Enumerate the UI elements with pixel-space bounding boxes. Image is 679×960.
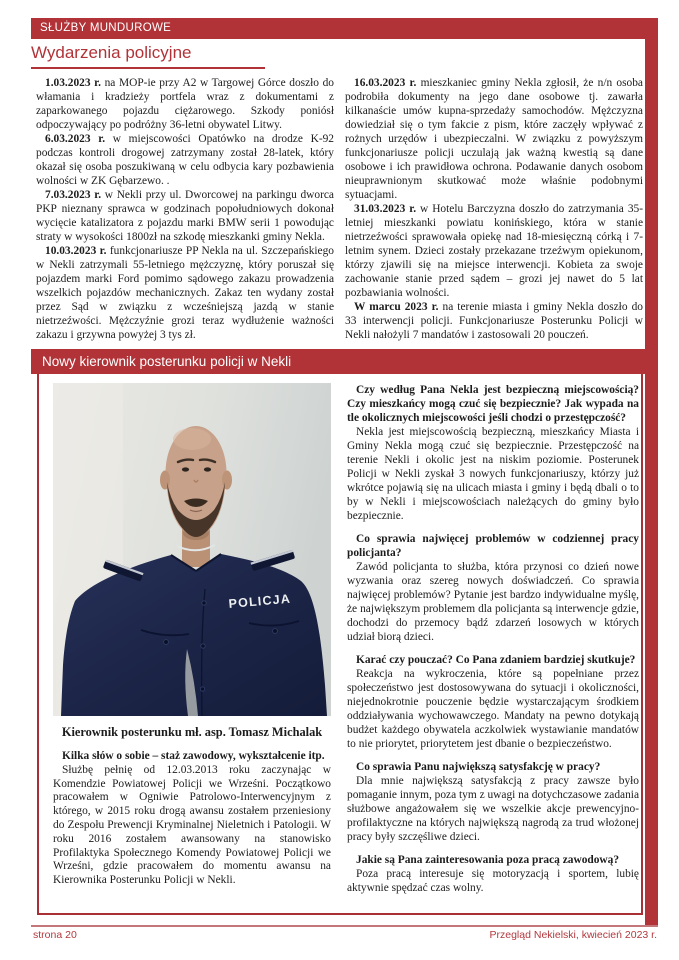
pocket-button-left [164,640,169,645]
qa-block [347,760,639,844]
ear-right [222,471,232,490]
news-date: 16.03.2023 r. [354,77,417,89]
officer-photo [53,383,331,716]
news-item [36,132,334,188]
footer-issue: Przegląd Nekielski, kwiecień 2023 r. [489,929,657,941]
news-date: 10.03.2023 r. [45,245,107,257]
news-item [36,244,334,342]
footer-page-number: strona 20 [33,929,77,941]
news-text: funkcjonariusze PP Nekla na ul. Szczepańskiego w Nekli zatrzymali 55-letniego mężczyznę, który poruszał się pojazdem marki Ford pomimo sądowego zakazu prowadzenia wszelkich pojazdów mechanicznych. Zakaz ten wydany został przez Sąd w związku z wcześniejszą jazdą w stanie nietrzeźwości. Mężczyźnie grozi teraz wydłużenie ważności zakazu i grzywna powyżej 3 tys zł. [36,245,334,341]
news-text: w Nekli przy ul. Dworcowej na parkingu dworca PKP nieznany sprawca w godzinach popołudniowych dokonał wycięcie katalizatora z pojazdu marki BMW serii 1 powodując straty w wysokości 1800zł na szkodę mieszkanki gminy Nekla. [36,189,334,243]
news-date: 31.03.2023 r. [354,203,417,215]
head-highlight [173,428,211,450]
feature-box [37,374,643,915]
news-date: 1.03.2023 r. [45,77,102,89]
qa-answer: Nekla jest miejscowością bezpieczną, mieszkańcy Miasta i Gminy Nekla mogą czuć się bezpiecznie. Przestępczość na terenie Nekli i okolic jest na niskim poziomie. Posterunek Policji w Nekli zyskał 3 nowych funkcjonariuszy, którzy już wkrótce pojawią się na ulicach miasta i gminy i będą dbali o to by w Nekli i miejscowościach należących do gminy było bezpiecznie. [347,426,639,522]
qa-question: Co sprawia Panu największą satysfakcję w pracy? [356,761,601,773]
news-text: na terenie miasta i gminy Nekla doszło do 33 interwencji policji. Funkcjonariusze Posterunku Policji w Nekli nałożyli 7 mandatów i zastosowali 20 pouczeń. [345,301,643,341]
bio-question: Kilka słów o sobie – staż zawodowy, wykształcenie itp. [62,750,325,762]
news-item [345,202,643,300]
qa-question: Karać czy pouczać? Co Pana zdaniem bardziej skutkuje? [356,654,636,666]
qa-block [347,853,639,895]
section-heading: Wydarzenia policyjne [31,43,192,62]
shirt-button [202,601,206,605]
news-column-right [345,76,643,342]
feature-title-bar [31,349,658,374]
news-item [345,76,643,202]
qa-answer: Zawód policjanta to służba, która przynosi co dzień nowe wyzwania oraz szereg nowych doświadczeń. Co sprawia najwięcej problemów? Pytanie jest bardzo indywidualne myślę, że największym problemem dla policjanta są interwencje gdzie, dochodzi do przemocy bądź zdarzeń losowych w których udział biorą dzieci. [347,561,639,643]
feature-left-column [53,383,331,913]
news-item [36,76,334,132]
pocket-button-right [273,629,278,634]
masthead-bar [31,18,658,39]
news-item [36,188,334,244]
news-text: w miejscowości Opatówko na drodze K-92 podczas kontroli drogowej zatrzymany został 28-latek, który okazał się osoba poszukiwaną w celu odbycia kary pozbawienia wolności w ZK Gębarzewo. . [36,133,334,187]
qa-question: Co sprawia najwięcej problemów w codziennej pracy policjanta? [347,533,639,559]
qa-block [347,653,639,751]
masthead-kicker: SŁUŻBY MUNDUROWE [40,22,172,34]
right-accent-bar [645,18,658,925]
qa-answer: Dla mnie największą satysfakcją z pracy zawsze było pomaganie innym, poza tym z uwagi na dotychczasowe zadania służbowe angażowałem się we wszelkie akcje prewencyjno-profilaktyczne na których największą nagrodą za trud włożonej pracy były szczęśliwe dzieci. [347,775,639,843]
qa-answer: Poza pracą interesuje się motoryzacją i sportem, lubię aktywnie spędzać czas wolny. [347,868,639,894]
eye-right [204,467,211,471]
footer-rule [31,925,658,927]
news-date: 7.03.2023 r. [45,189,102,201]
news-date: 6.03.2023 r. [45,133,106,145]
news-text: mieszkaniec gminy Nekla zgłosił, że n/n osoba podrobiła dokumenty na jego dane osobowe tj. zawarła kilkanaście umów kupna-sprzedaży samochodów. Mężczyzna dowiedział się o tym fakcie z pism, które zaczęły wpływać z rożnych urzędów i ubezpieczalni. W związku z powyższym funkcjonariusze policji uczulają jak ważną kwestią są dane osobowe i ich prawidłowa ochrona. Podawanie danych osobom nieuprawnionym skutkować może właśnie podobnymi sytuacjami. [345,77,643,201]
eye-left [182,467,189,471]
news-date: W marcu 2023 r. [354,301,439,313]
shirt-button [200,687,204,691]
feature-title: Nowy kierownik posterunku policji w Nekli [42,354,292,369]
news-item [345,300,643,342]
news-text: na MOP-ie przy A2 w Targowej Górce doszło do włamania i kradzieży portfela wraz z dokumentami z zaparkowanego pojazdu ciężarowego. Szkody poniósł odpoczywający po podróżny 36-letni obywatel Litwy. [36,77,334,131]
qa-question: Czy według Pana Nekla jest bezpieczną miejscowością? Czy mieszkańcy mogą czuć się bezpiecznie? Jak wypada na tle okolicznych miejscowości jeśli chodzi o przestępczość? [347,384,639,424]
qa-block [347,532,639,644]
bio-block [53,750,331,888]
news-column-left [36,76,334,342]
news-section [36,76,643,342]
bio-answer: Służbę pełnię od 12.03.2013 roku zaczynając w Komendzie Powiatowej Policji we Wrześni. Początkowo pracowałem w Ogniwie Patrolowo-Interwencyjnym z którego, w 2015 roku drogą awansu zostałem przeniesiony do Zespołu Prewencji Kryminalnej Nieletnich i Patologii. W roku 2016 zostałem awansowany na stanowisko Profilaktyka Społecznego Komendy Powiatowej Policji we Wrześni, gdzie pracowałem do momentu awansu na Kierownika Posterunku Policji w Nekli. [53,763,331,887]
qa-block [347,383,639,523]
news-text: w Hotelu Barczyzna doszło do zatrzymania 35-letniej mieszkanki powiatu konińskiego, która w stanie nietrzeźwości sprawowała opiekę nad 18-miesięczną córką i 7-letnim synem. Dzieci zostały przekazane trzeźwym opiekunom, którzy zjawili się na miejsce interwencji. Kobieta za swoje zachowanie stanie przed sądem – grozi jej nawet do 5 lat pozbawiania wolności. [345,203,644,299]
qa-question: Jakie są Pana zainteresowania poza pracą zawodową? [356,854,620,866]
policja-badge-text: POLICJA [228,591,292,611]
heading-rule [31,67,265,69]
ear-left [160,471,170,490]
photo-caption: Kierownik posterunku mł. asp. Tomasz Michalak [61,725,323,739]
shirt-button [201,644,205,648]
interview-column [347,383,639,913]
qa-answer: Reakcja na wykroczenia, które są popełniane przez społeczeństwo jest dostosowywana do sytuacji i okoliczności, niejednokrotnie pouczenie będzie wystarczającym środkiem oddziaływania wychowawczego. Mandaty na pewno dotykają budżet każdego obywatela aczkolwiek wystawianie mandatów to nie priorytet, priorytetem jest dbanie o bezpieczeństwo. [347,668,639,750]
